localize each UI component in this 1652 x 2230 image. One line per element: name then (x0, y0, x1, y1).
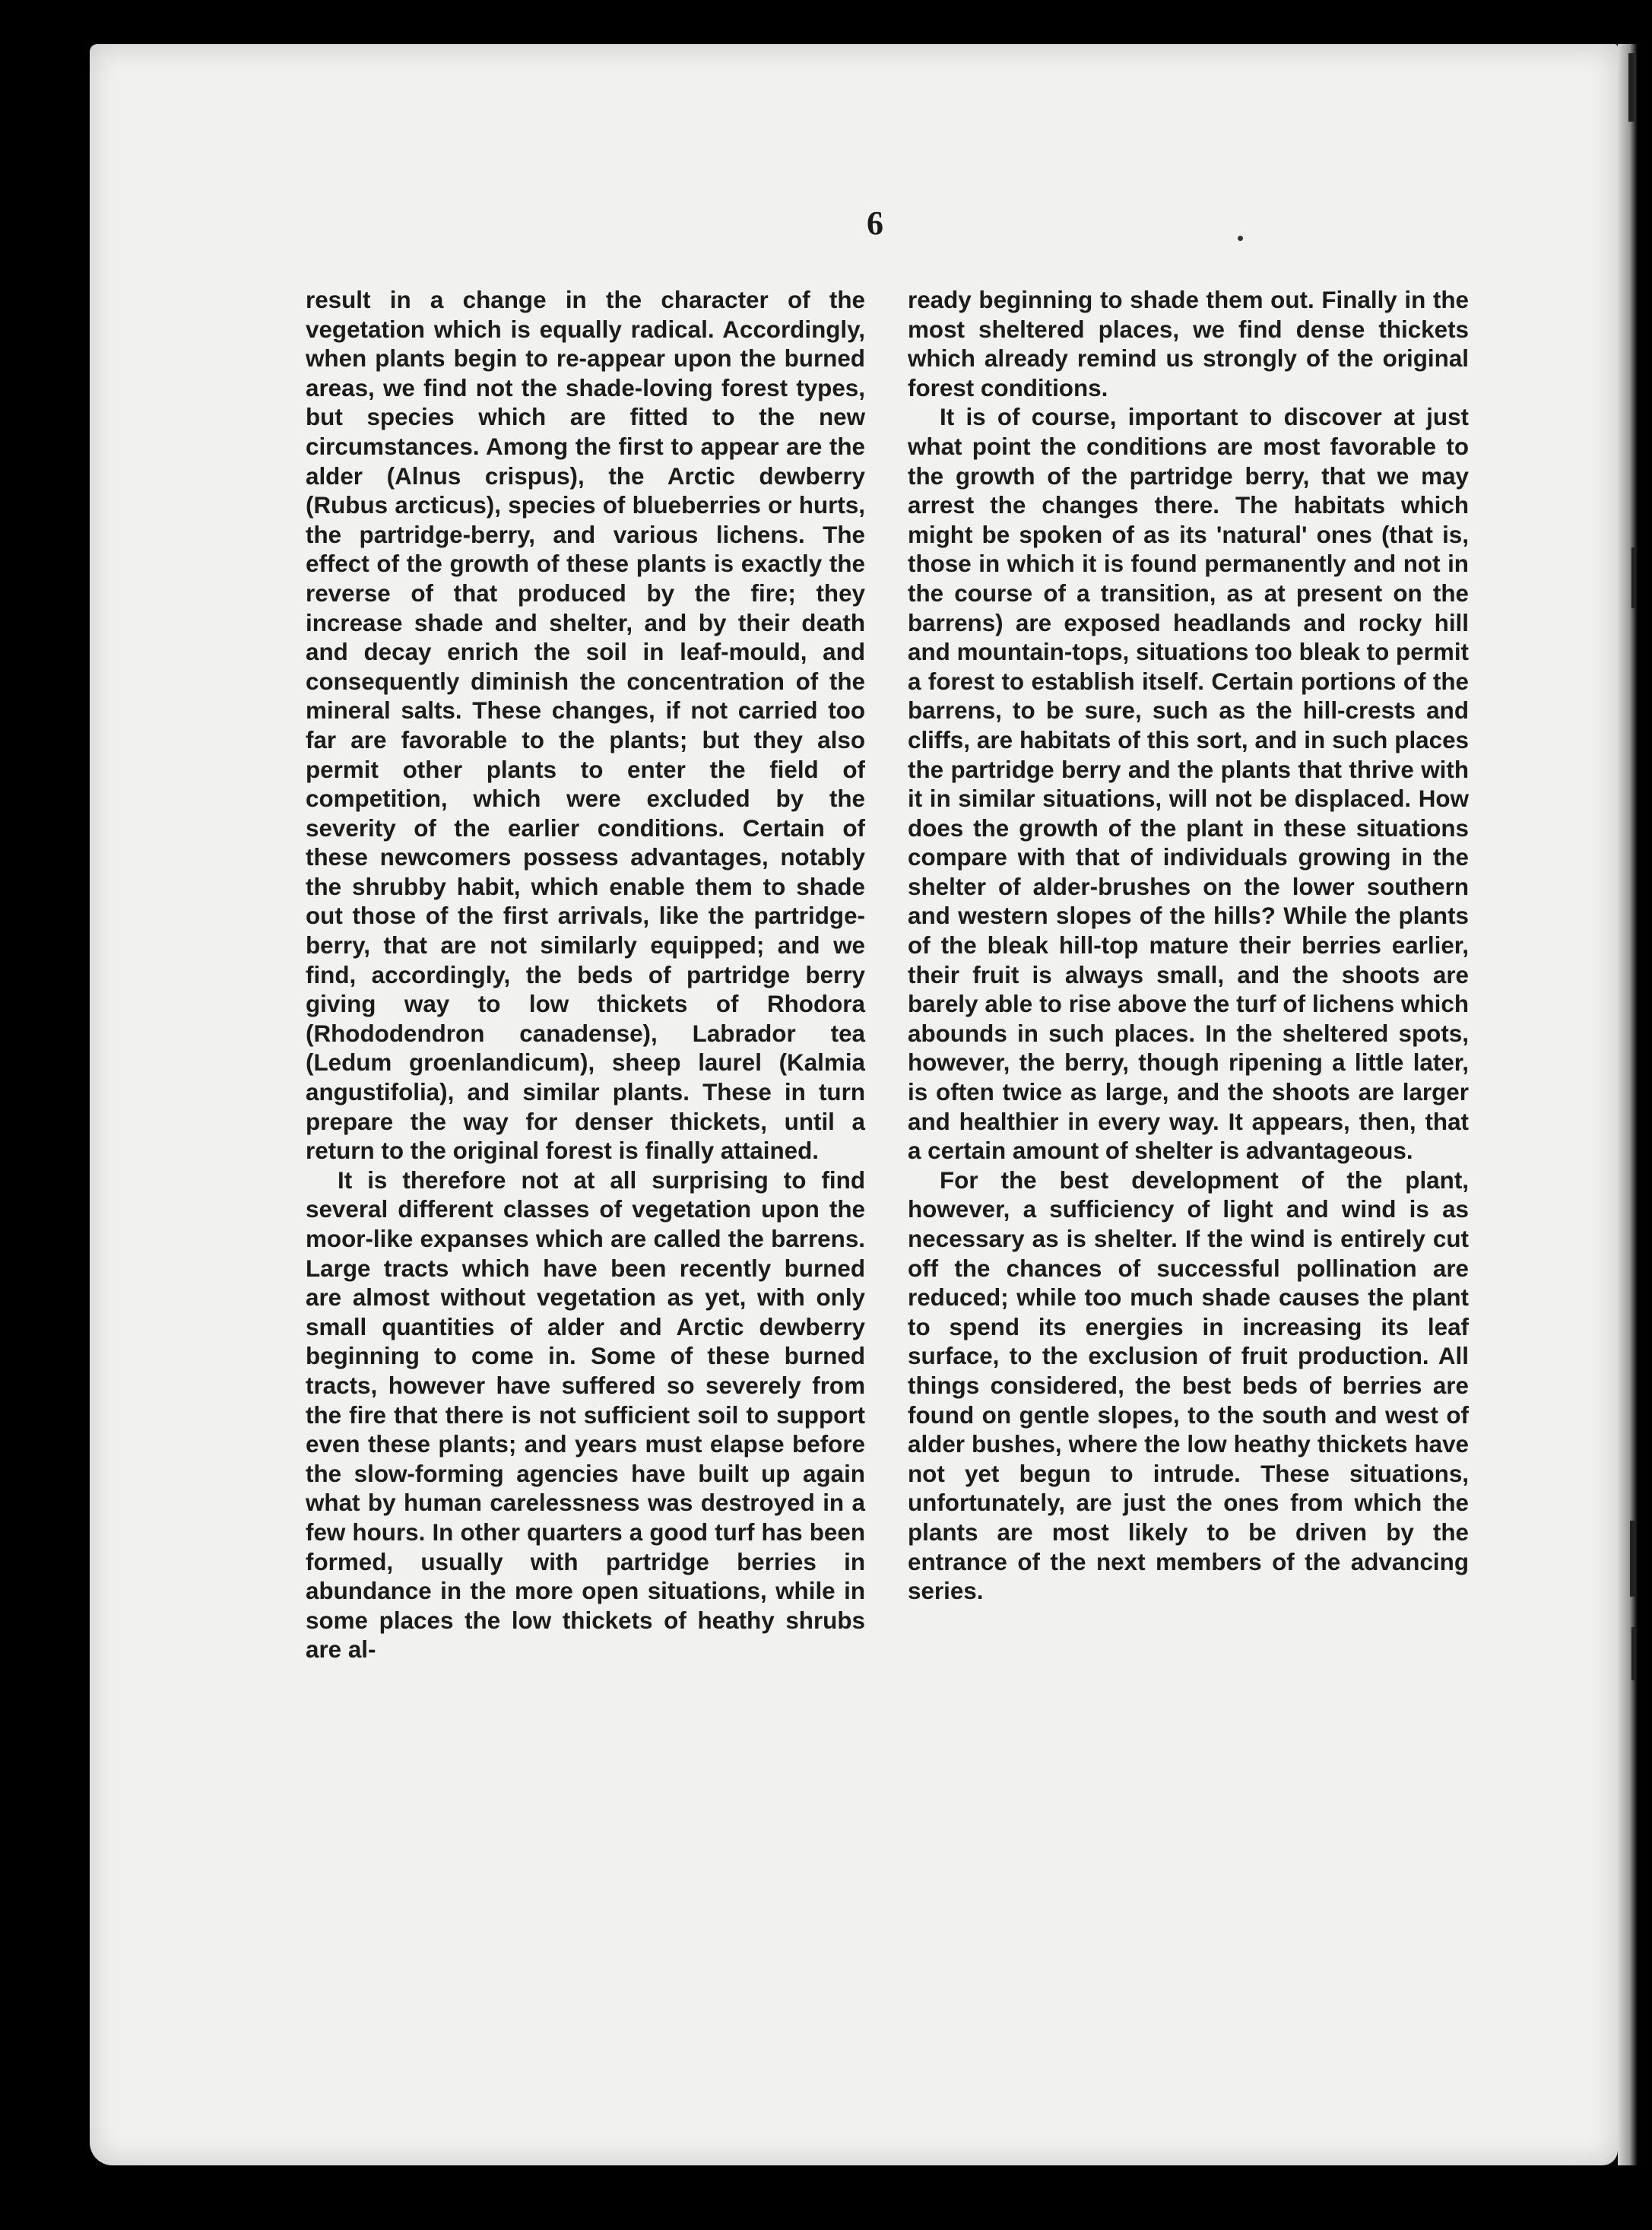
binding-mark (1631, 547, 1636, 608)
binding-mark (1631, 1627, 1636, 1680)
paragraph: result in a change in the character of the vegetation which is equally radical. Accordingly, when plants begin to re-appear upon the burned areas, we find not the shade-loving forest types, but species which are fitted to the new circumstances. Among the first to appear are the alder (Alnus crispus), the Arctic dewberry (Rubus arcticus), species of blueberries or hurts, the partridge-berry, and various lichens. The effect of the growth of these plants is exactly the reverse of that produced by the fire; they increase shade and shelter, and by their death and decay enrich the soil in leaf-mould, and consequently diminish the concentration of the mineral salts. These changes, if not carried too far are favorable to the plants; but they also permit other plants to enter the field of competition, which were excluded by the severity of the earlier conditions. Certain of these newcomers possess advantages, notably the shrubby habit, which enable them to shade out those of the first arrivals, like the partridge-berry, that are not similarly equipped; and we find, accordingly, the beds of partridge berry giving way to low thickets of Rhodora (Rhododendron canadense), Labrador tea (Ledum groenlandicum), sheep laurel (Kalmia angustifolia), and similar plants. These in turn prepare the way for denser thickets, until a return to the original forest is finally attained. (306, 287, 865, 1165)
binding-mark (1628, 53, 1635, 122)
left-column (306, 286, 865, 1665)
paragraph: It is therefore not at all surprising to find several different classes of vegetation upon the moor-like expanses which are called the barrens. Large tracts which have been recently burned are almost without vegetation as yet, with only small quantities of alder and Arctic dewberry beginning to come in. Some of these burned tracts, however have suffered so severely from the fire that there is not sufficient soil to support even these plants; and years must elapse before the slow-forming agencies have built up again what by human carelessness was destroyed in a few hours. In other quarters a good turf has been formed, usually with partridge berries in abundance in the more open situations, while in some places the low thickets of heathy shrubs are al- (306, 1166, 865, 1664)
right-column (908, 286, 1469, 1607)
page-number: 6 (867, 205, 883, 242)
paragraph: For the best development of the plant, however, a sufficiency of light and wind is as necessary as is shelter. If the wind is entirely cut off the chances of successful pollination are reduced; while too much shade causes the plant to spend its energies in increasing its leaf surface, to the exclusion of fruit production. All things considered, the best beds of berries are found on gentle slopes, to the south and west of alder bushes, where the low heathy thickets have not yet begun to intrude. These situations, unfortunately, are just the ones from which the plants are most likely to be driven by the entrance of the next members of the advancing series. (908, 1166, 1469, 1605)
binding-mark (1630, 1521, 1636, 1597)
paragraph: ready beginning to shade them out. Finally in the most sheltered places, we find dense thickets which already remind us strongly of the original forest conditions. (908, 287, 1469, 401)
paragraph: It is of course, important to discover at just what point the conditions are most favorable to the growth of the partridge berry, that we may arrest the changes there. The habitats which might be spoken of as its 'natural' ones (that is, those in which it is found permanently and not in the course of a transition, as at present on the barrens) are exposed headlands and rocky hill and mountain-tops, situations too bleak to permit a forest to establish itself. Certain portions of the barrens, to be sure, such as the hill-crests and cliffs, are habitats of this sort, and in such places the partridge berry and the plants that thrive with it in similar situations, will not be displaced. How does the growth of the plant in these situations compare with that of individuals growing in the shelter of alder-brushes on the lower southern and western slopes of the hills? While the plants of the bleak hill-top mature their berries earlier, their fruit is always small, and the shoots are barely able to rise above the turf of lichens which abounds in such places. In the sheltered spots, however, the berry, though ripening a little later, is often twice as large, and the shoots are larger and healthier in every way. It appears, then, that a certain amount of shelter is advantageous. (908, 404, 1469, 1165)
page-edge (1618, 44, 1638, 2165)
ink-speck (1238, 236, 1243, 241)
